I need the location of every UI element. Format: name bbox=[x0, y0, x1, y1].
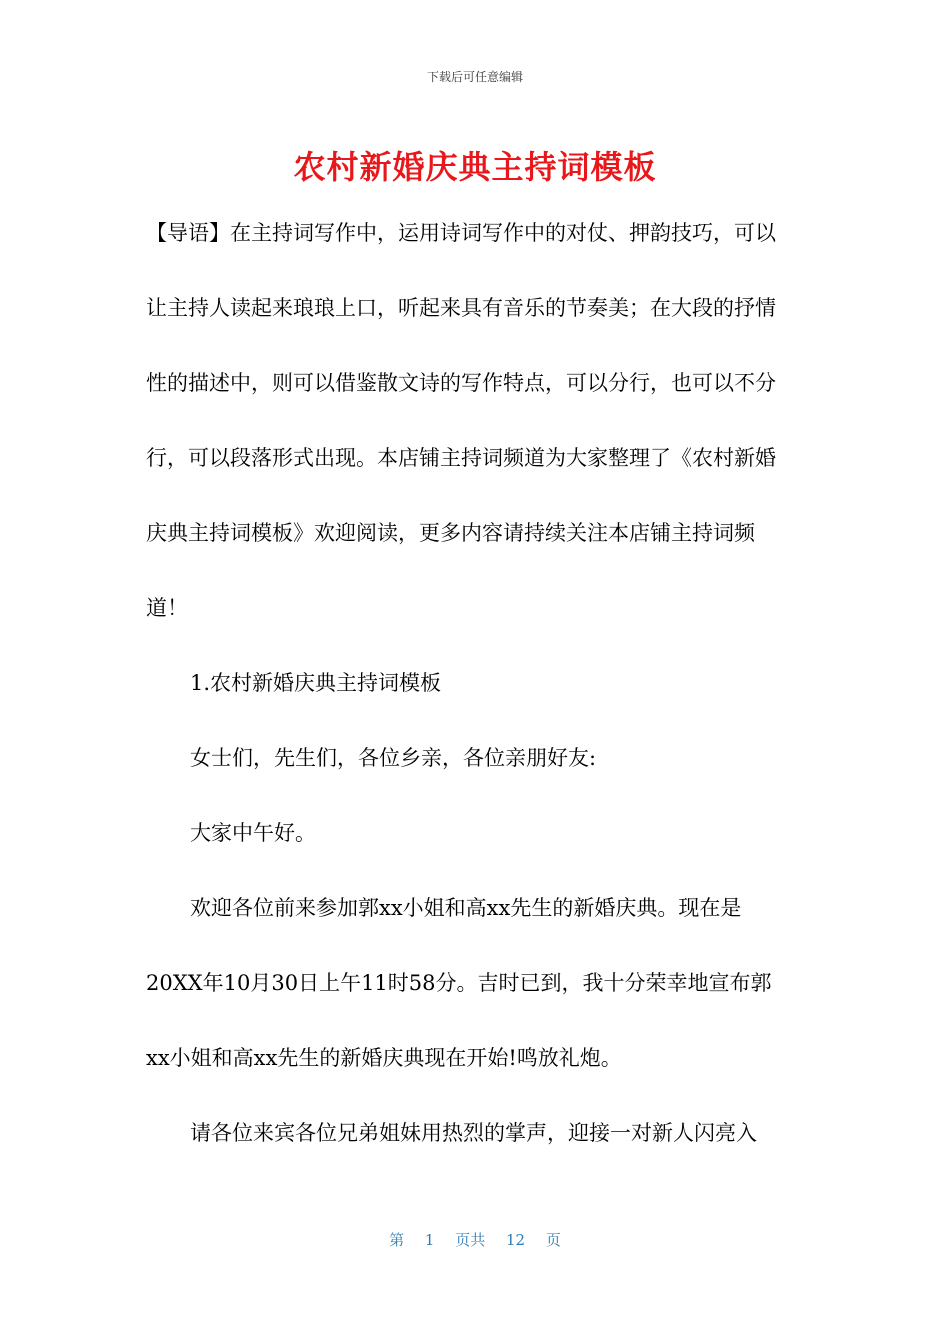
greeting-line: 大家中午好。 bbox=[190, 821, 316, 845]
footer-middle: 页共 bbox=[455, 1231, 486, 1249]
applause-paragraph: 请各位来宾各位兄弟姐妹用热烈的掌声，迎接一对新人闪亮入 bbox=[190, 1121, 757, 1145]
footer-prefix: 第 bbox=[389, 1231, 405, 1249]
document-title: 农村新婚庆典主持词模板 bbox=[293, 148, 657, 186]
document-body bbox=[146, 196, 794, 1171]
header-note: 下载后可任意编辑 bbox=[426, 70, 523, 84]
greeting-paragraph: 女士们，先生们，各位乡亲，各位亲朋好友: bbox=[190, 746, 597, 770]
footer-suffix: 页 bbox=[545, 1231, 561, 1249]
footer-page-number: 1 bbox=[424, 1231, 435, 1249]
intro-paragraph: 【导语】在主持词写作中，运用诗词写作中的对仗、押韵技巧，可以让主持人读起来琅琅上口，听起来具有音乐的节奏美；在大段的抒情性的描述中，则可以借鉴散文诗的写作特点，可以分行，也可以不分行，可以段落形式出现。本店铺主持词频道为大家整理了《农村新婚庆典主持词模板》欢迎阅读，更多内容请持续关注本店铺主持词频道！ bbox=[146, 221, 776, 620]
section-heading: 1.农村新婚庆典主持词模板 bbox=[190, 671, 442, 695]
footer-total-pages: 12 bbox=[506, 1231, 526, 1249]
page-footer bbox=[0, 1229, 950, 1250]
welcome-paragraph: 欢迎各位前来参加郭xx小姐和高xx先生的新婚庆典。现在是20XX年10月30日上午11时58分。吉时已到，我十分荣幸地宣布郭xx小姐和高xx先生的新婚庆典现在开始!鸣放礼炮。 bbox=[146, 896, 772, 1070]
